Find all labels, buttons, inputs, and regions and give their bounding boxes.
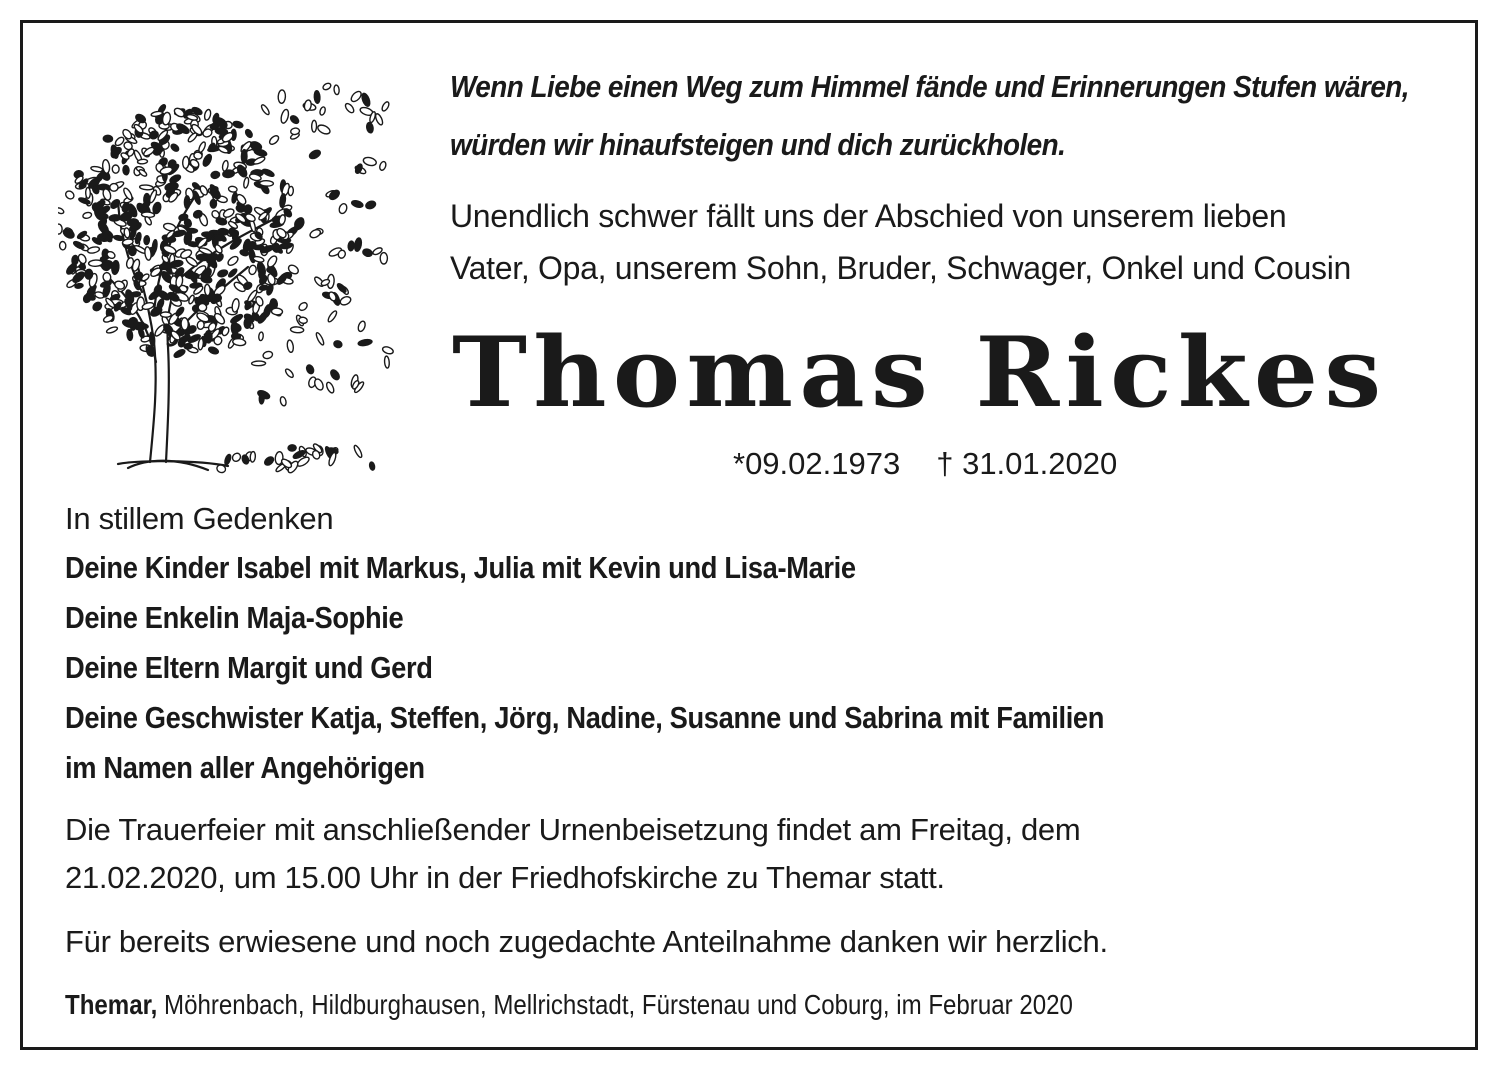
epitaph-quote [450, 58, 1410, 174]
mourners-block [65, 495, 1465, 793]
funeral-line-2: 21.02.2020, um 15.00 Uhr in der Friedhofskirche zu Themar statt. [65, 860, 945, 895]
mourner-line: Deine Geschwister Katja, Steffen, Jörg, Nadine, Susanne und Sabrina mit Familien [65, 700, 1105, 735]
mourner-line: Deine Eltern Margit und Gerd [65, 650, 433, 685]
windswept-tree-icon [58, 62, 398, 482]
farewell-intro [450, 190, 1460, 294]
deceased-name: Thomas Rickes [452, 316, 1388, 429]
place-town: Themar, [65, 989, 158, 1020]
intro-line-2: Vater, Opa, unserem Sohn, Bruder, Schwager, Onkel und Cousin [450, 250, 1352, 286]
life-dates [733, 442, 1117, 486]
death-date: † 31.01.2020 [936, 446, 1118, 481]
intro-line-1: Unendlich schwer fällt uns der Abschied von unserem lieben [450, 198, 1287, 234]
quote-line-2: würden wir hinaufsteigen und dich zurückholen. [450, 127, 1066, 162]
mourners-lead: In stillem Gedenken [65, 501, 334, 536]
place-and-date [65, 983, 1073, 1027]
funeral-line-1: Die Trauerfeier mit anschließender Urnenbeisetzung findet am Freitag, dem [65, 812, 1081, 847]
quote-line-1: Wenn Liebe einen Weg zum Himmel fände und Erinnerungen Stufen wären, [450, 69, 1410, 104]
place-rest: Möhrenbach, Hildburghausen, Mellrichstadt, Fürstenau und Coburg, im Februar 2020 [157, 989, 1073, 1020]
mourner-line: im Namen aller Angehörigen [65, 750, 425, 785]
mourner-line: Deine Enkelin Maja-Sophie [65, 600, 404, 635]
funeral-notice [65, 806, 1455, 902]
birth-date: *09.02.1973 [733, 446, 901, 481]
mourner-line: Deine Kinder Isabel mit Markus, Julia mit Kevin und Lisa-Marie [65, 550, 856, 585]
thanks-note: Für bereits erwiesene und noch zugedachte Anteilnahme danken wir herzlich. [65, 924, 1108, 959]
